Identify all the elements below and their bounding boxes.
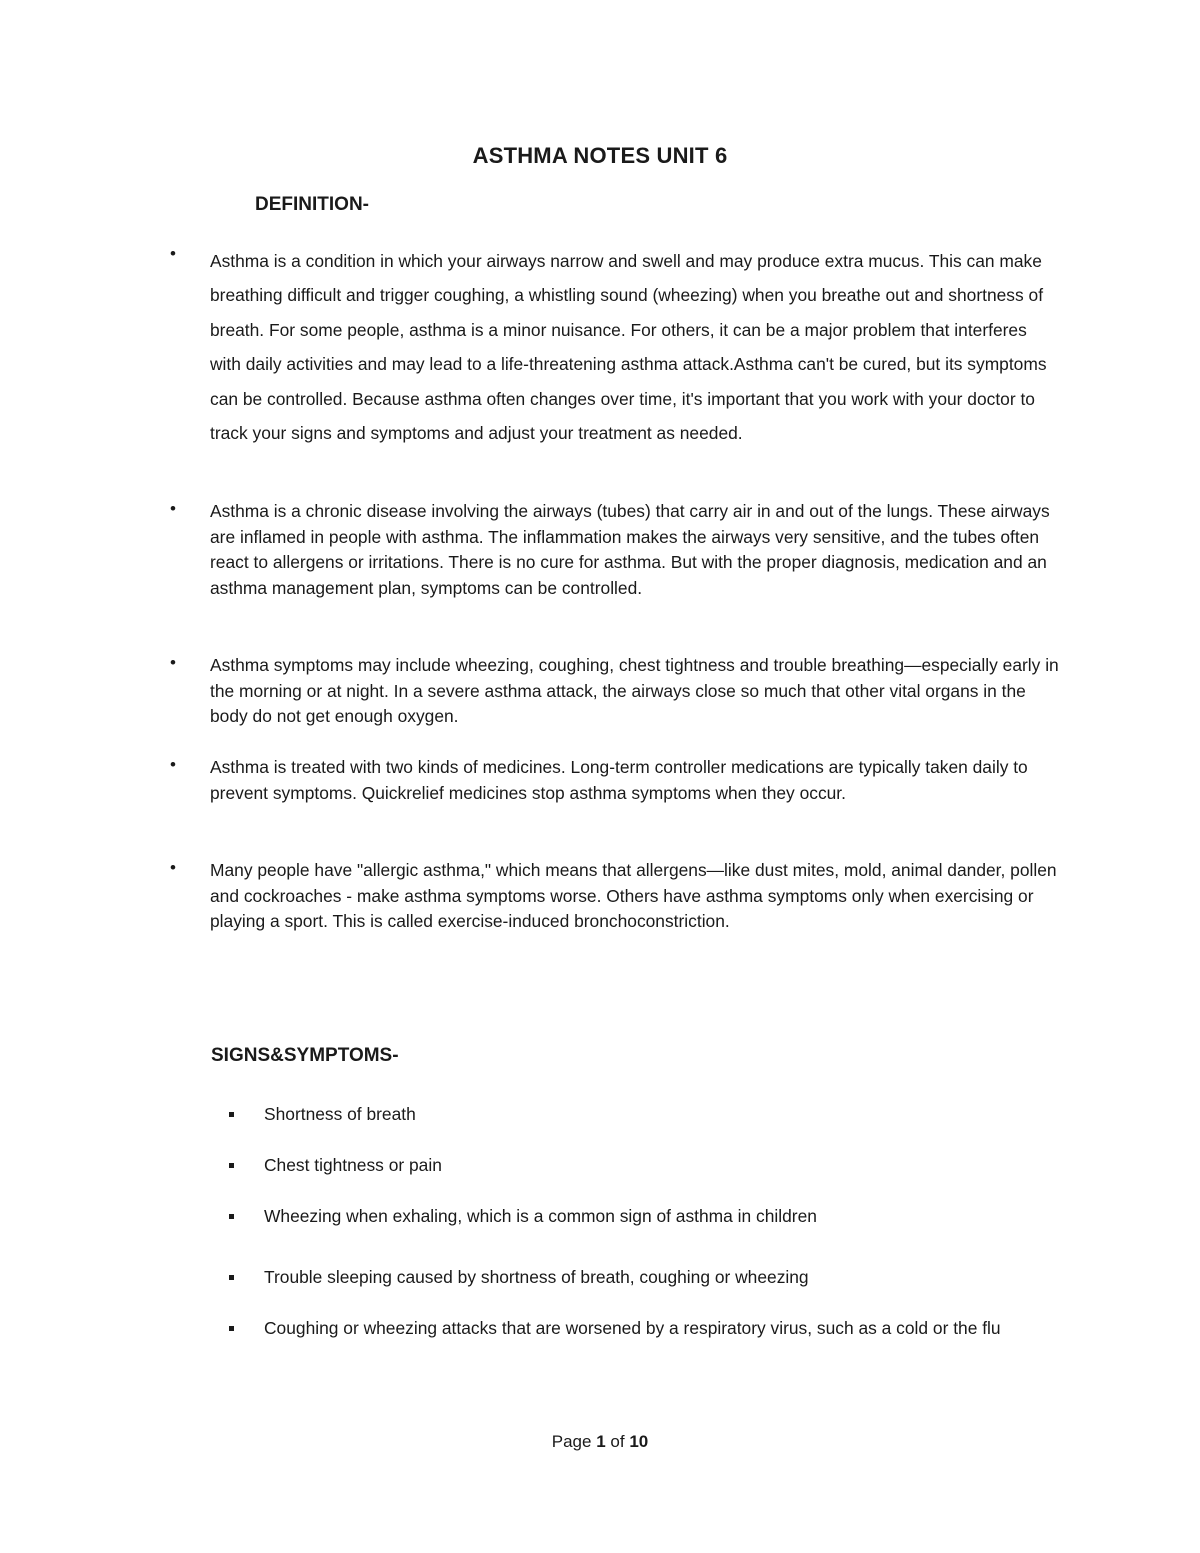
list-item-text: Many people have "allergic asthma," which means that allergens—like dust mites, mold, animal dander, pollen and cockroaches - make asthma symptoms worse. Others have asthma symptoms only when exercising or playing a sport. This is called exercise-induced bronchoconstriction.: [210, 860, 1057, 931]
document-title: ASTHMA NOTES UNIT 6: [472, 143, 728, 168]
bullet-icon: •: [170, 755, 176, 774]
square-bullet-icon: [229, 1214, 234, 1219]
bullet-icon: •: [170, 499, 176, 518]
list-item-text: Asthma symptoms may include wheezing, coughing, chest tightness and trouble breathing—especially early in the morning or at night. In a severe asthma attack, the airways close so much that other vital organs in the body do not get enough oxygen.: [210, 655, 1059, 726]
footer-total-pages: 10: [629, 1432, 649, 1451]
square-bullet-icon: [229, 1112, 234, 1117]
bullet-icon: •: [170, 653, 176, 672]
list-item-text: Asthma is treated with two kinds of medicines. Long-term controller medications are typically taken daily to prevent symptoms. Quickrelief medicines stop asthma symptoms when they occur.: [210, 757, 1028, 803]
footer-of-word: of: [610, 1432, 625, 1451]
footer-page-number: 1: [596, 1432, 606, 1451]
page-footer: [0, 1432, 1200, 1452]
list-item-text: Asthma is a chronic disease involving the airways (tubes) that carry air in and out of the lungs. These airways are inflamed in people with asthma. The inflammation makes the airways very sensitive, and the tubes often react to allergens or irritations. There is no cure for asthma. But with the proper diagnosis, medication and an asthma management plan, symptoms can be controlled.: [210, 501, 1050, 598]
definition-heading: DEFINITION-: [255, 194, 369, 215]
square-bullet-icon: [229, 1275, 234, 1280]
bullet-icon: •: [170, 858, 176, 877]
square-bullet-icon: [229, 1163, 234, 1168]
signs-symptoms-heading: SIGNS&SYMPTOMS-: [211, 1045, 399, 1066]
list-item-text: Shortness of breath: [264, 1104, 416, 1124]
footer-page-word: Page: [551, 1432, 592, 1451]
list-item-text: Chest tightness or pain: [264, 1155, 442, 1175]
list-item-text: Coughing or wheezing attacks that are worsened by a respiratory virus, such as a cold or the flu: [264, 1318, 1001, 1338]
list-item-text: Trouble sleeping caused by shortness of breath, coughing or wheezing: [264, 1267, 809, 1287]
list-item-text: Asthma is a condition in which your airways narrow and swell and may produce extra mucus. This can make breathing difficult and trigger coughing, a whistling sound (wheezing) when you breathe out and shortness of breath. For some people, asthma is a minor nuisance. For others, it can be a major problem that interferes with daily activities and may lead to a life-threatening asthma attack.Asthma can't be cured, but its symptoms can be controlled. Because asthma often changes over time, it's important that you work with your doctor to track your signs and symptoms and adjust your treatment as needed.: [210, 251, 1047, 444]
square-bullet-icon: [229, 1326, 234, 1331]
bullet-icon: •: [170, 244, 176, 263]
list-item-text: Wheezing when exhaling, which is a common sign of asthma in children: [264, 1206, 817, 1226]
